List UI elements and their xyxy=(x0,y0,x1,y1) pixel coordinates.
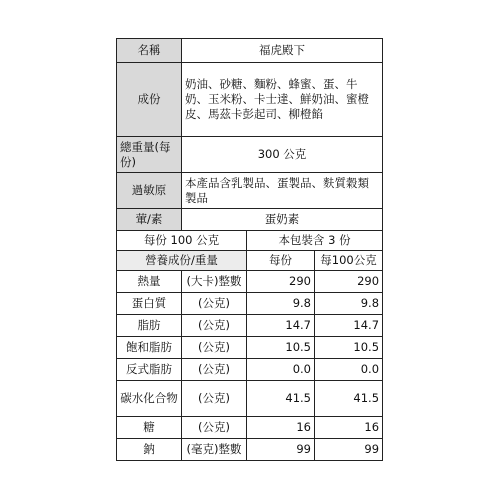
nutrient-name: 碳水化合物 xyxy=(117,381,182,417)
table-row xyxy=(117,271,383,293)
nutrient-per-serving: 16 xyxy=(247,417,315,439)
nutrient-per-100g: 41.5 xyxy=(315,381,383,417)
nutrient-per-100g: 290 xyxy=(315,271,383,293)
nutrient-unit: (大卡)整數 xyxy=(182,271,247,293)
per-serving-size: 每份 100 公克 xyxy=(117,231,247,251)
nutrient-name: 脂肪 xyxy=(117,315,182,337)
weight-label: 總重量(每份) xyxy=(117,137,182,173)
nutrient-per-100g: 9.8 xyxy=(315,293,383,315)
nutrient-name: 蛋白質 xyxy=(117,293,182,315)
nutrient-name: 糖 xyxy=(117,417,182,439)
nutrient-per-serving: 41.5 xyxy=(247,381,315,417)
table-row xyxy=(117,293,383,315)
nutrient-per-serving: 0.0 xyxy=(247,359,315,381)
allergen-value: 本產品含乳製品、蛋製品、麩質穀類製品 xyxy=(182,173,383,209)
nutrient-unit: (公克) xyxy=(182,381,247,417)
nutrient-name: 飽和脂肪 xyxy=(117,337,182,359)
table-row xyxy=(117,439,383,461)
allergen-label: 過敏原 xyxy=(117,173,182,209)
name-value: 福虎殿下 xyxy=(182,39,383,63)
nutrient-per-serving: 99 xyxy=(247,439,315,461)
nutrient-unit: (公克) xyxy=(182,315,247,337)
nutrient-name: 熱量 xyxy=(117,271,182,293)
nutrient-unit: (公克) xyxy=(182,337,247,359)
ingredients-label: 成份 xyxy=(117,63,182,137)
weight-value: 300 公克 xyxy=(182,137,383,173)
nutrition-header-item: 營養成份/重量 xyxy=(117,251,247,271)
nutrition-header-per-serving: 每份 xyxy=(247,251,315,271)
nutrient-per-100g: 16 xyxy=(315,417,383,439)
nutrient-per-100g: 14.7 xyxy=(315,315,383,337)
nutrient-name: 反式脂肪 xyxy=(117,359,182,381)
nutrient-per-serving: 9.8 xyxy=(247,293,315,315)
nutrient-per-serving: 10.5 xyxy=(247,337,315,359)
nutrient-unit: (公克) xyxy=(182,359,247,381)
table-row xyxy=(117,417,383,439)
nutrient-per-100g: 0.0 xyxy=(315,359,383,381)
nutrition-header-per-100g: 每100公克 xyxy=(315,251,383,271)
nutrient-unit: (毫克)整數 xyxy=(182,439,247,461)
table-row xyxy=(117,315,383,337)
name-label: 名稱 xyxy=(117,39,182,63)
veg-value: 蛋奶素 xyxy=(182,209,383,231)
nutrient-unit: (公克) xyxy=(182,417,247,439)
product-info-table xyxy=(116,38,383,461)
nutrient-unit: (公克) xyxy=(182,293,247,315)
table-row xyxy=(117,381,383,417)
servings-per-package: 本包裝含 3 份 xyxy=(247,231,383,251)
nutrient-per-serving: 290 xyxy=(247,271,315,293)
table-row xyxy=(117,359,383,381)
nutrient-per-100g: 10.5 xyxy=(315,337,383,359)
nutrient-per-100g: 99 xyxy=(315,439,383,461)
nutrient-per-serving: 14.7 xyxy=(247,315,315,337)
table-row xyxy=(117,337,383,359)
nutrient-name: 鈉 xyxy=(117,439,182,461)
veg-label: 葷/素 xyxy=(117,209,182,231)
ingredients-value: 奶油、砂糖、麵粉、蜂蜜、蛋、牛奶、玉米粉、卡士達、鮮奶油、蜜橙皮、馬茲卡彭起司、柳橙餡 xyxy=(182,63,383,137)
